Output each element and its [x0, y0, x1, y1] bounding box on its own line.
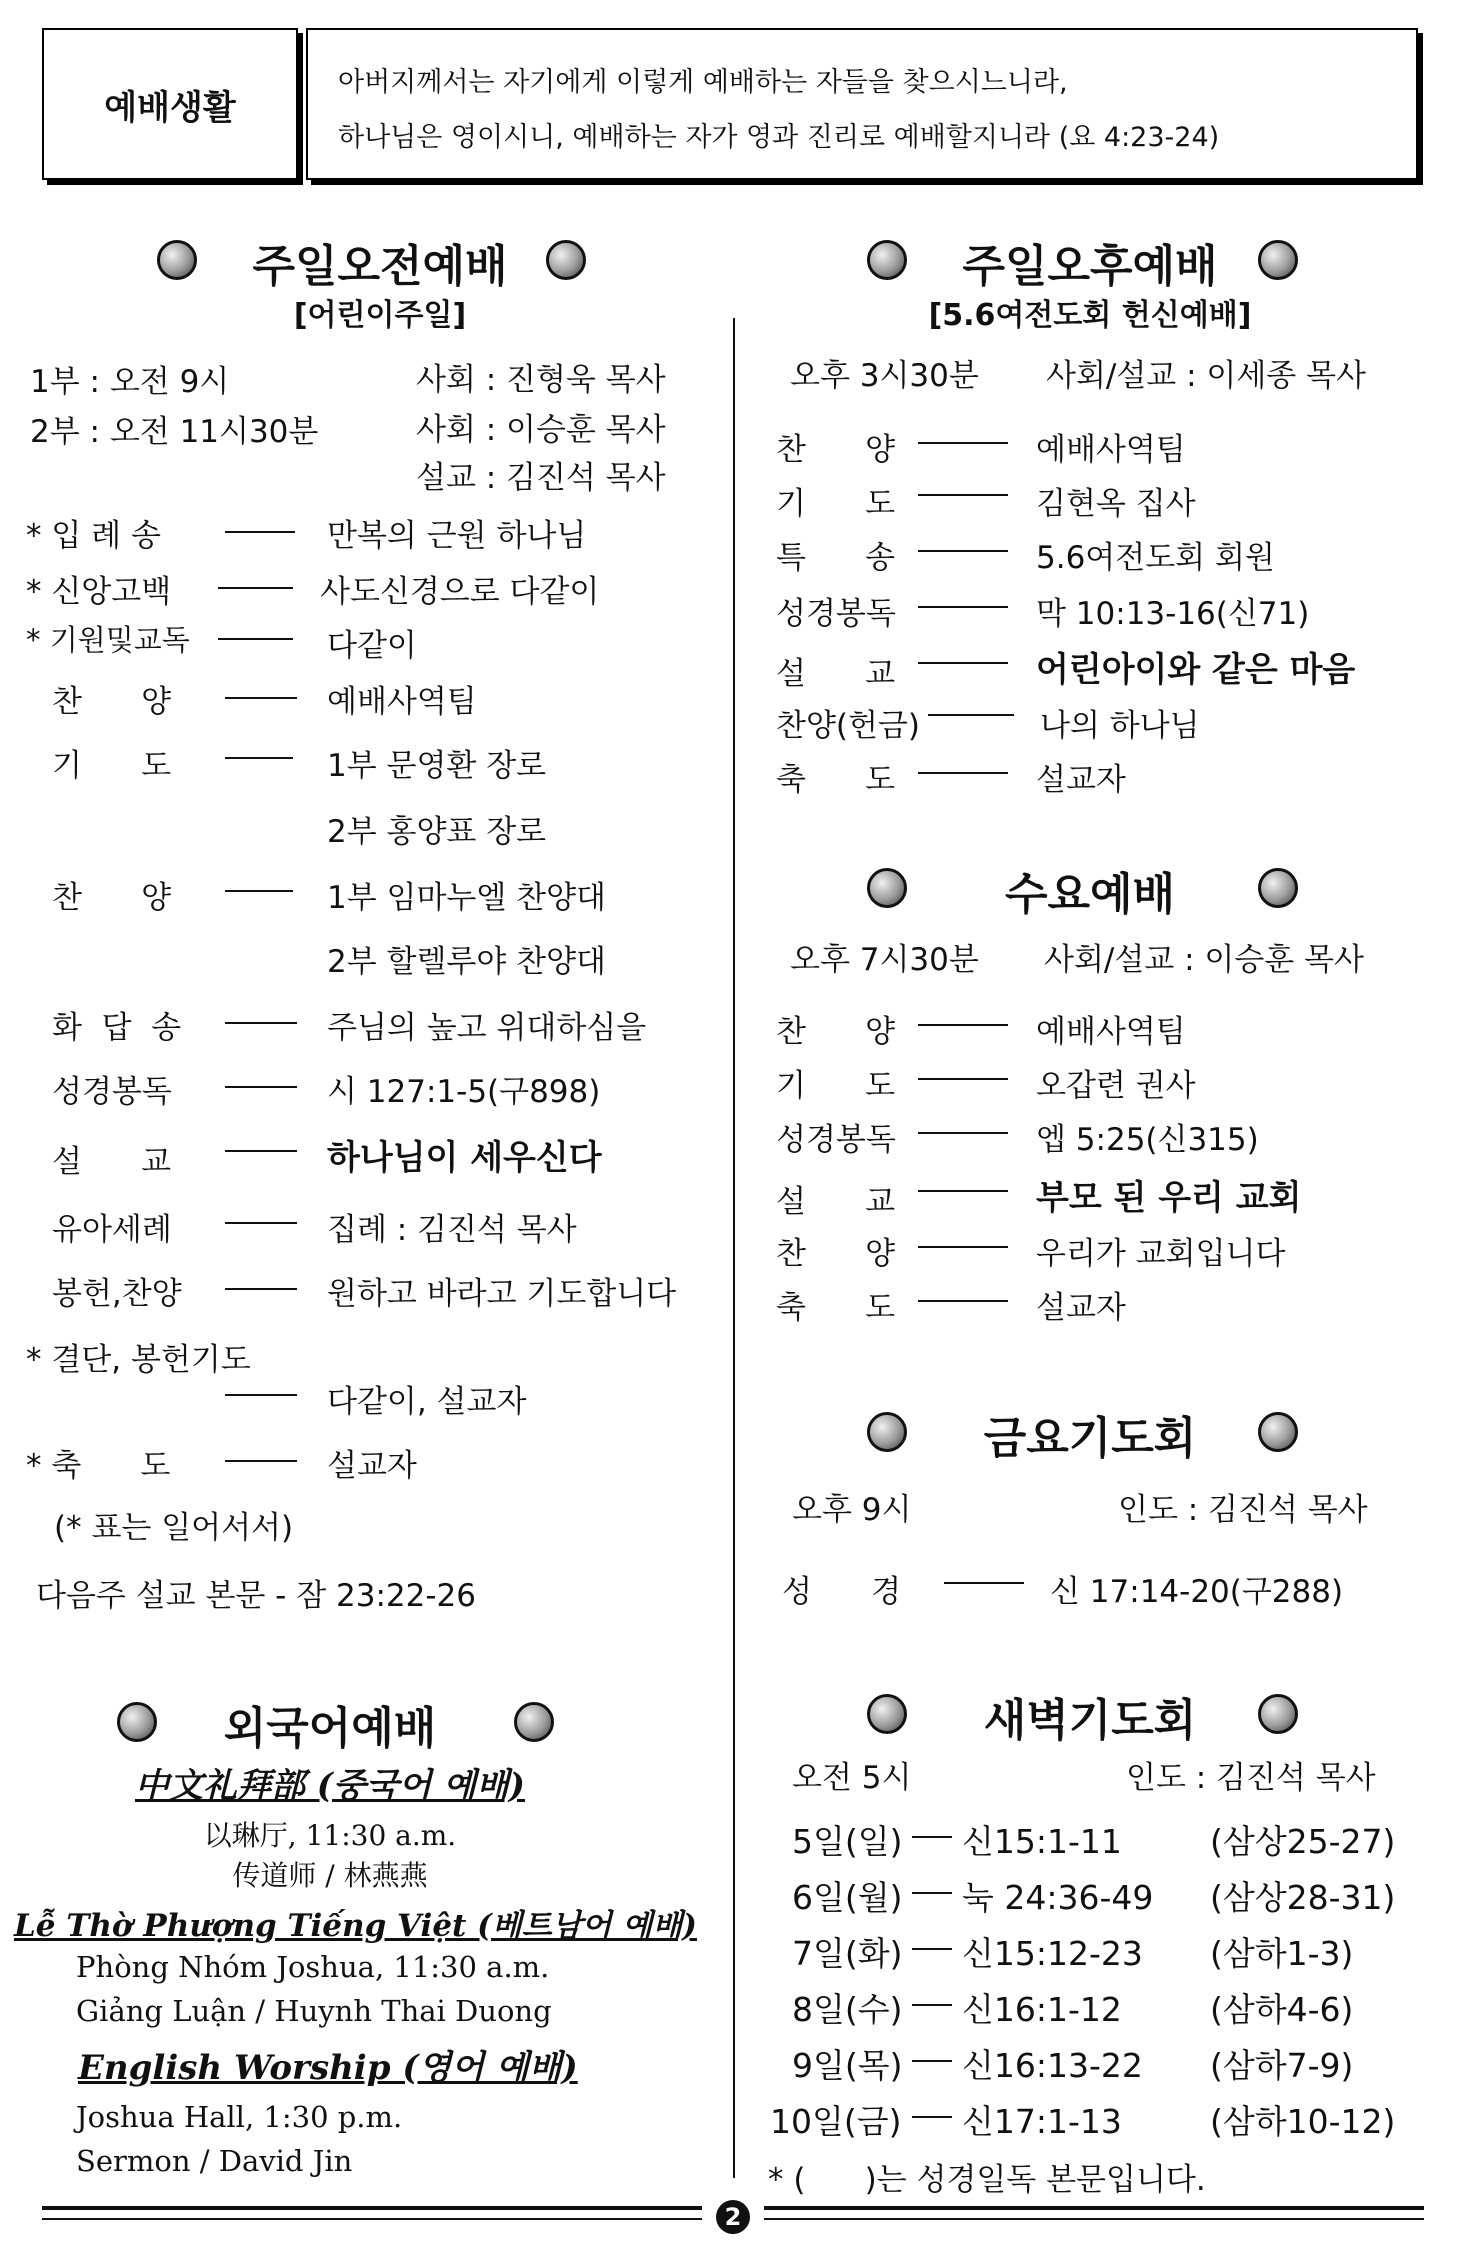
- am-value: 설교자: [327, 1448, 417, 1484]
- english-line-2: Sermon / David Jin: [76, 2144, 353, 2178]
- sunday-am-subtitle: [어린이주일]: [293, 298, 467, 333]
- am-value: 원하고 바라고 기도합니다: [327, 1276, 677, 1312]
- dash: [225, 1460, 297, 1462]
- dash: [912, 2116, 952, 2118]
- am-label: * 신앙고백: [26, 574, 172, 610]
- am-label: * 기원및교독: [26, 623, 190, 657]
- bullet-icon: [1258, 868, 1298, 908]
- sunday-pm-title: 주일오후예배: [962, 241, 1218, 292]
- wed-leader: 사회/설교 : 이승훈 목사: [1044, 942, 1364, 978]
- footer-rule: [764, 2218, 1424, 2220]
- dash: [225, 1022, 297, 1024]
- dash: [918, 1246, 1008, 1248]
- wed-value: 오갑련 권사: [1036, 1068, 1196, 1104]
- bullet-icon: [514, 1702, 554, 1742]
- bullet-icon: [867, 1412, 907, 1452]
- sunday-pm-subtitle: [5.6여전도회 헌신예배]: [928, 298, 1252, 333]
- dash: [218, 587, 293, 589]
- vietnamese-heading: Lễ Thờ Phượng Tiếng Việt (베트남어 예배): [14, 1908, 697, 1944]
- am-value: 만복의 근원 하나님: [327, 518, 587, 554]
- am-value: 집례 : 김진석 목사: [327, 1212, 577, 1248]
- am-value: 다같이, 설교자: [327, 1384, 527, 1420]
- dash: [225, 890, 293, 892]
- wed-label: 설 교: [776, 1184, 896, 1220]
- footer-rule: [764, 2206, 1424, 2210]
- dash: [225, 1288, 297, 1290]
- dash: [918, 606, 1008, 608]
- wednesday-title: 수요예배: [1004, 869, 1175, 920]
- am-label: * 축 도: [26, 1448, 171, 1484]
- dawn-text: 신15:1-11: [962, 1822, 1122, 1861]
- wed-value: 우리가 교회입니다: [1036, 1236, 1286, 1272]
- wed-value: 예배사역팀: [1036, 1014, 1186, 1050]
- english-heading: English Worship (영어 예배): [78, 2048, 578, 2088]
- footer-rule: [42, 2206, 702, 2210]
- vietnamese-line-2: Giảng Luận / Huynh Thai Duong: [76, 1994, 552, 2028]
- wed-label: 축 도: [776, 1290, 896, 1326]
- wed-label: 찬 양: [776, 1236, 896, 1272]
- dawn-note: * ( )는 성경일독 본문입니다.: [768, 2162, 1206, 2198]
- chinese-line-1: 以琳厅, 11:30 a.m.: [203, 1819, 457, 1852]
- preacher: 설교 : 김진석 목사: [416, 460, 666, 496]
- pm-label: 설 교: [776, 656, 896, 692]
- foreign-title: 외국어예배: [223, 1703, 437, 1754]
- dawn-reading: (삼하10-12): [1210, 2102, 1396, 2141]
- dash: [912, 2060, 952, 2062]
- bullet-icon: [1258, 1694, 1298, 1734]
- sunday-am-title: 주일오전예배: [252, 241, 508, 292]
- am-label: 찬 양: [52, 684, 172, 720]
- am-value: 사도신경으로 다같이: [320, 574, 600, 610]
- pm-value: 예배사역팀: [1036, 432, 1186, 468]
- bullet-icon: [157, 240, 197, 280]
- am-value: 2부 홍양표 장로: [327, 814, 547, 850]
- wed-time: 오후 7시30분: [790, 942, 979, 978]
- service1-time: 1부 : 오전 9시: [30, 364, 230, 400]
- dash: [918, 1132, 1008, 1134]
- dash: [225, 697, 297, 699]
- dawn-reading: (삼하4-6): [1210, 1990, 1354, 2029]
- am-label: 설 교: [52, 1144, 172, 1180]
- am-label: 찬 양: [52, 880, 172, 916]
- pm-label: 기 도: [776, 486, 896, 522]
- pm-value: 설교자: [1036, 762, 1126, 798]
- fri-leader: 인도 : 김진석 목사: [1118, 1492, 1368, 1528]
- dash: [912, 2004, 952, 2006]
- dash: [918, 662, 1008, 664]
- dash: [912, 1836, 952, 1838]
- service1-leader: 사회 : 진형욱 목사: [416, 362, 666, 398]
- dash: [918, 1078, 1008, 1080]
- pm-value: 5.6여전도회 회원: [1036, 540, 1275, 576]
- pm-label: 특 송: [776, 540, 896, 576]
- chinese-heading: 中文礼拜部 (중국어 예배): [134, 1766, 526, 1806]
- friday-title: 금요기도회: [983, 1413, 1197, 1464]
- am-label: 봉헌,찬양: [52, 1276, 182, 1312]
- fri-time: 오후 9시: [792, 1492, 912, 1528]
- am-label: 성경봉독: [52, 1074, 172, 1110]
- am-label: 유아세례: [52, 1212, 172, 1248]
- dawn-reading: (삼상25-27): [1210, 1822, 1396, 1861]
- dawn-reading: (삼하1-3): [1210, 1934, 1354, 1973]
- standing-note: (* 표는 일어서서): [54, 1510, 294, 1546]
- wed-sermon-title: 부모 된 우리 교회: [1036, 1178, 1302, 1218]
- bullet-icon: [546, 240, 586, 280]
- wed-label: 성경봉독: [776, 1122, 896, 1158]
- dash: [918, 772, 1008, 774]
- am-label: 기 도: [52, 748, 172, 784]
- service2-leader: 사회 : 이승훈 목사: [416, 412, 666, 448]
- dawn-reading: (삼하7-9): [1210, 2046, 1354, 2085]
- pm-label: 찬 양: [776, 432, 896, 468]
- dash: [225, 1394, 297, 1396]
- bullet-icon: [867, 240, 907, 280]
- am-value: 2부 할렐루야 찬양대: [327, 944, 606, 980]
- page-number: 2: [716, 2200, 750, 2234]
- section-label-text: 예배생활: [104, 87, 236, 128]
- am-value: 예배사역팀: [327, 684, 477, 720]
- bullet-icon: [1258, 1412, 1298, 1452]
- verse-line-1: 아버지께서는 자기에게 이렇게 예배하는 자들을 찾으시느니라,: [338, 67, 1068, 98]
- dawn-leader: 인도 : 김진석 목사: [1126, 1760, 1376, 1796]
- bullet-icon: [867, 868, 907, 908]
- dawn-day: 7일(화): [792, 1934, 903, 1973]
- pm-leader: 사회/설교 : 이세종 목사: [1046, 358, 1366, 394]
- pm-time: 오후 3시30분: [790, 358, 979, 394]
- dash: [912, 1892, 952, 1894]
- fri-label: 성 경: [782, 1574, 902, 1610]
- english-line-1: Joshua Hall, 1:30 p.m.: [76, 2100, 403, 2134]
- am-value: 다같이: [327, 628, 417, 664]
- footer-rule: [42, 2218, 702, 2220]
- verse-box: [306, 28, 1418, 180]
- am-label: * 입 례 송: [26, 518, 161, 554]
- pm-value: 김현옥 집사: [1036, 486, 1196, 522]
- am-value: 1부 임마누엘 찬양대: [327, 880, 606, 916]
- am-label: * 결단, 봉헌기도: [26, 1342, 251, 1378]
- am-label: 화 답 송: [52, 1010, 182, 1046]
- dash: [912, 1948, 952, 1950]
- pm-value: 막 10:13-16(신71): [1036, 596, 1310, 632]
- dawn-text: 신17:1-13: [962, 2102, 1122, 2141]
- dash: [218, 638, 293, 640]
- column-divider: [733, 318, 735, 2178]
- pm-label: 성경봉독: [776, 596, 896, 632]
- dash: [225, 1086, 297, 1088]
- dash: [225, 531, 295, 533]
- dawn-title: 새벽기도회: [983, 1695, 1197, 1746]
- dawn-day: 8일(수): [792, 1990, 903, 2029]
- dawn-reading: (삼상28-31): [1210, 1878, 1396, 1917]
- next-week-text: 다음주 설교 본문 - 잠 23:22-26: [36, 1578, 476, 1614]
- dawn-text: 신15:12-23: [962, 1934, 1143, 1973]
- dawn-text: 신16:13-22: [962, 2046, 1143, 2085]
- pm-label: 축 도: [776, 762, 896, 798]
- dawn-text: 신16:1-12: [962, 1990, 1122, 2029]
- dash: [944, 1582, 1024, 1584]
- chinese-line-2: 传道师 / 林燕燕: [232, 1859, 428, 1892]
- dash: [918, 494, 1008, 496]
- wed-value: 설교자: [1036, 1290, 1126, 1326]
- dash: [918, 1300, 1008, 1302]
- bullet-icon: [867, 1694, 907, 1734]
- vietnamese-line-1: Phòng Nhóm Joshua, 11:30 a.m.: [76, 1950, 550, 1984]
- dash: [225, 1222, 297, 1224]
- dash: [928, 714, 1014, 716]
- am-sermon-title: 하나님이 세우신다: [327, 1138, 602, 1178]
- dawn-text: 눅 24:36-49: [962, 1878, 1154, 1917]
- pm-sermon-title: 어린아이와 같은 마음: [1036, 650, 1356, 690]
- dash: [918, 1024, 1008, 1026]
- dash: [918, 550, 1008, 552]
- wed-value: 엡 5:25(신315): [1036, 1122, 1259, 1158]
- am-value: 1부 문영환 장로: [327, 748, 547, 784]
- dawn-day: 6일(월): [792, 1878, 903, 1917]
- pm-value: 나의 하나님: [1040, 708, 1200, 744]
- fri-scripture: 신 17:14-20(구288): [1050, 1574, 1344, 1610]
- dawn-time: 오전 5시: [792, 1760, 912, 1796]
- am-value: 주님의 높고 위대하심을: [327, 1010, 647, 1046]
- verse-line-2: 하나님은 영이시니, 예배하는 자가 영과 진리로 예배할지니라 (요 4:23-24): [338, 122, 1220, 153]
- dash: [918, 1190, 1008, 1192]
- dawn-day: 9일(목): [792, 2046, 903, 2085]
- wed-label: 찬 양: [776, 1014, 896, 1050]
- section-label: [42, 28, 298, 180]
- am-value: 시 127:1-5(구898): [327, 1074, 601, 1110]
- dawn-day: 10일(금): [770, 2102, 902, 2141]
- bullet-icon: [117, 1702, 157, 1742]
- dash: [918, 442, 1008, 444]
- wed-label: 기 도: [776, 1068, 896, 1104]
- pm-label: 찬양(헌금): [776, 708, 920, 744]
- bullet-icon: [1258, 240, 1298, 280]
- service2-time: 2부 : 오전 11시30분: [30, 414, 319, 450]
- dash: [225, 757, 293, 759]
- dash: [225, 1150, 297, 1152]
- dawn-day: 5일(일): [792, 1822, 903, 1861]
